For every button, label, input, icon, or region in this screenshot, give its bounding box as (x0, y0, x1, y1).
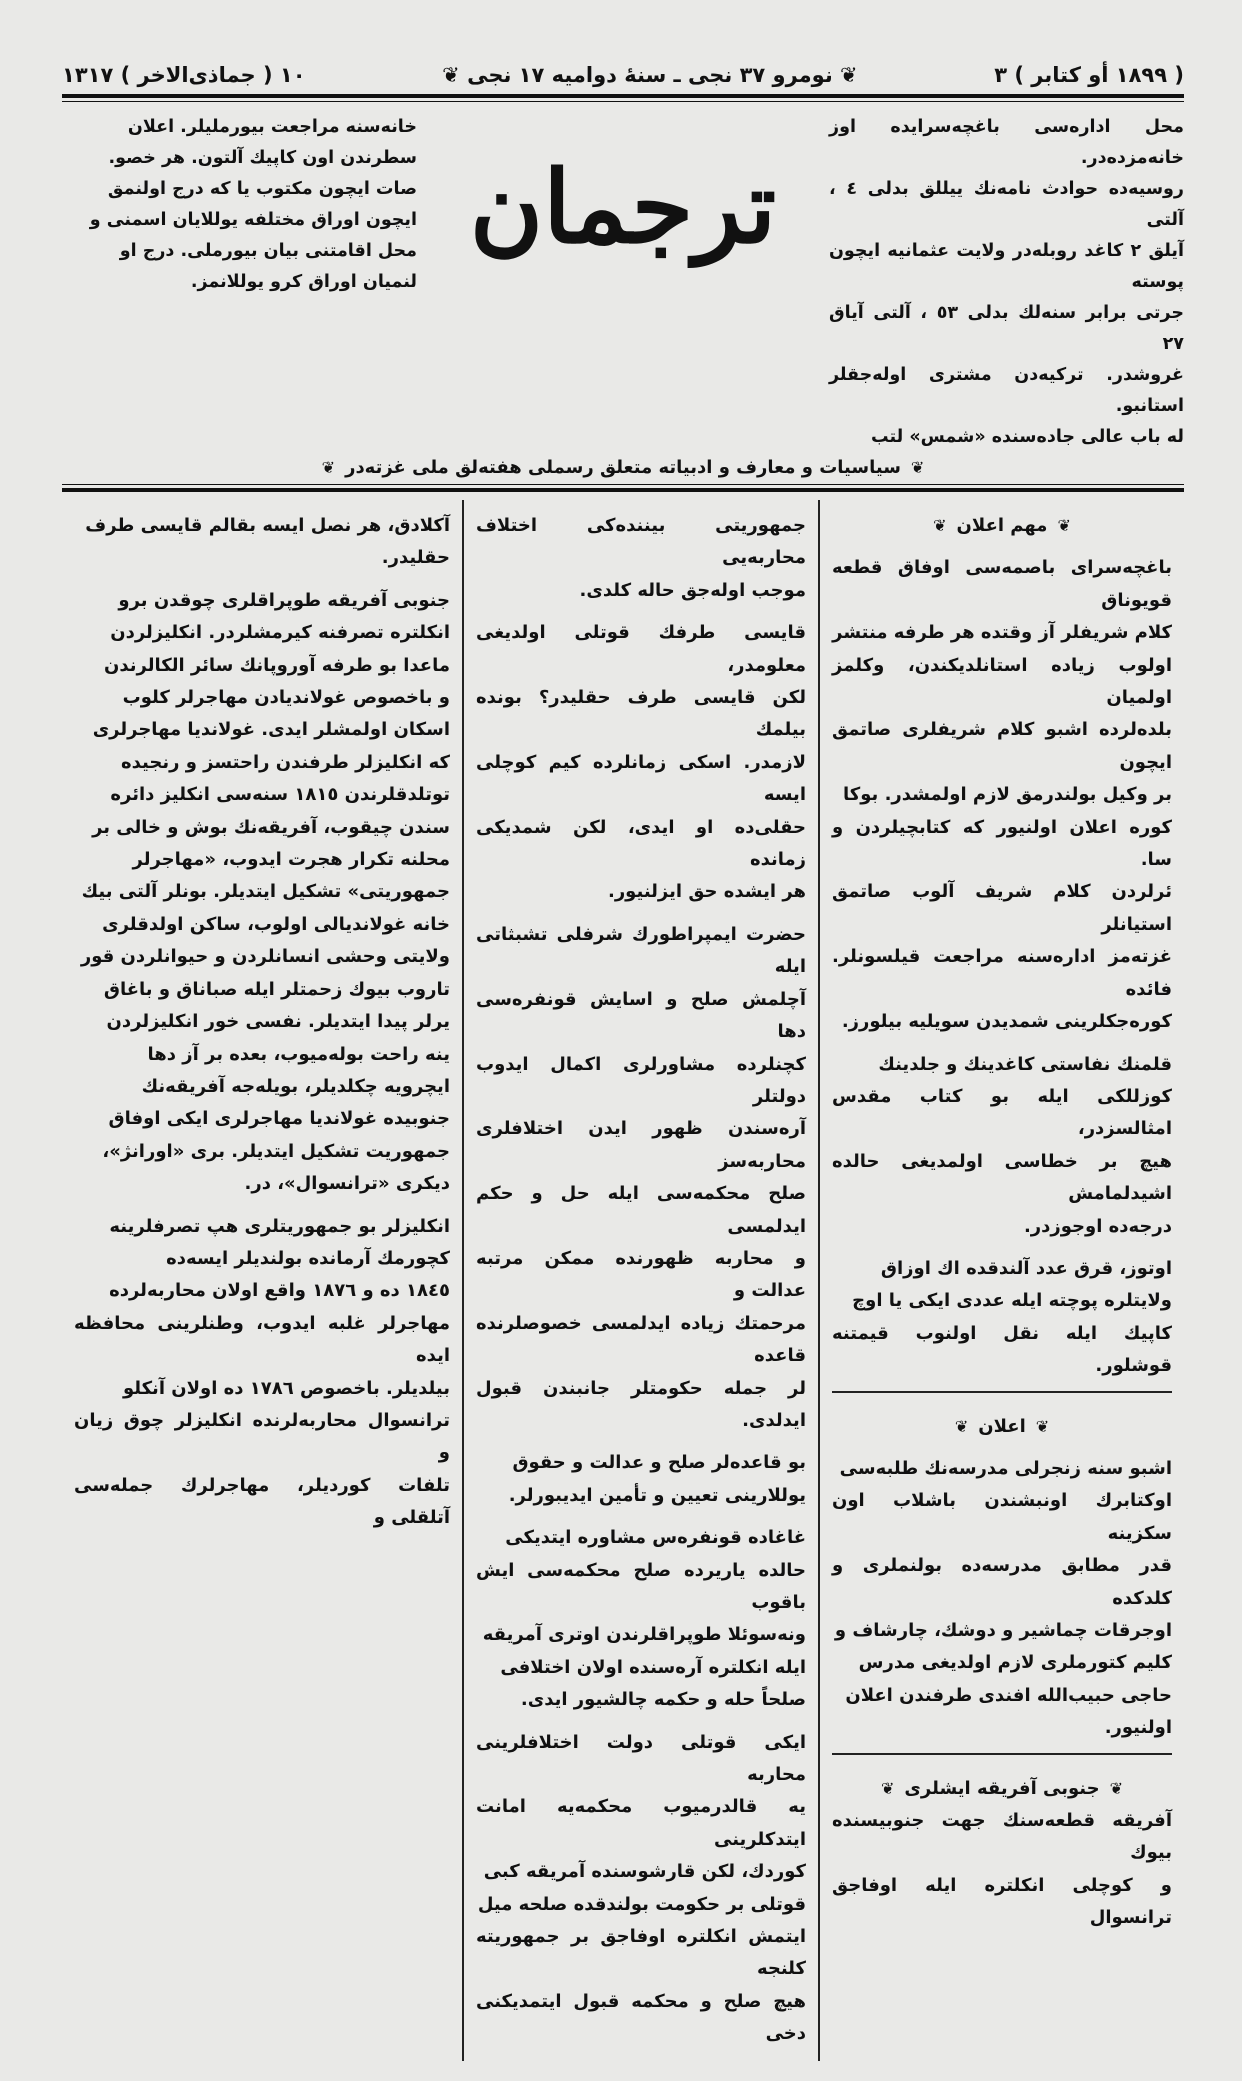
text-line: غزته‌مز اداره‌سنه مراجعت قیلسونلر. فائده (832, 946, 1172, 1000)
spacer (476, 1717, 806, 1727)
text-line: جمهوریتی» تشكیل ایتدیلر. بونلر آلتی بیك (81, 881, 450, 903)
text-line: حضرت ایمپراطورك شرفلی تشبثاتی ایله (476, 923, 806, 978)
text-line: كچنلرده مشاورلری اكمال ایدوب دولتلر (476, 1053, 806, 1107)
text-line: ولایتی وحشی انسانلردن و حیوانلردن قور (80, 946, 450, 968)
text-line: ایتمش انكلتره اوفاجق بر جمهوریته كلنجه (476, 1926, 806, 1980)
text-line: كوردك، لكن قارشوسنده آمریقه كبی (483, 1861, 806, 1883)
text-line: مرحمتك زیاده ایدلمسی خصوصلرنده قاعده (476, 1312, 806, 1367)
text-line: روسیه‌ده حوادث نامه‌نك ییللق بدلی ٤ ، آلتی (829, 179, 1185, 230)
text-line: بیلدیلر. باخصوص ۱۷۸٦ ده اولان آنكلو (122, 1377, 450, 1399)
header-rule-thin (62, 101, 1184, 102)
spacer (74, 575, 450, 585)
text-line: حقلی‌ده او ایدی، لكن شمدیكی زمانده (476, 816, 806, 871)
text-line: ماعدا بو طرفه آوروپانك سائر الكالرندن (104, 654, 450, 676)
text-line: یرلر پیدا ایتدیلر. نفسی خور انكلیزلردن (106, 1011, 450, 1033)
text-line: كه انكلیزلر طرفندن راحتسز و رنجیده (120, 751, 450, 773)
ornament-icon: ❦ (1035, 1416, 1050, 1436)
text-line: سندن چیقوب، آفریقه‌نك بوش و خالی بر (92, 816, 450, 838)
text-line: اوجرقات چماشیر و دوشك، چارشاف و (834, 1620, 1172, 1641)
text-line: اسكان اولمشلر ایدی. غولاندیا مهاجرلری (92, 719, 450, 741)
text-line: بلده‌لرده اشبو كلام شریفلری صاتمق ایچون (832, 719, 1172, 773)
text-line: یه قالدرمیوب محكمه‌یه امانت ایتدكلرینی (476, 1796, 806, 1850)
text-line: جمهوریت تشكیل ایتدیلر. بری «اورانژ»، (102, 1140, 450, 1162)
text-line: كوره اعلان اولنیور كه كتابچیلردن و سا. (832, 816, 1172, 871)
spacer (476, 909, 806, 919)
text-line: هیچ بر خطاسی اولمدیغی حالده اشیدلمامش (832, 1150, 1172, 1205)
text-line: لنمیان اوراق كرو یوللانمز. (190, 272, 417, 292)
text-line: صات ایچون مكتوب یا كه درج اولنمق (107, 179, 417, 199)
text-line: لازمدر. اسكی زمانلرده كیم كوچلی ایسه (476, 751, 806, 806)
ornament-icon: ❦ (910, 458, 925, 477)
text-line: ترانسوال محاربه‌لرنده انكلیزلر چوق زیان و (74, 1409, 450, 1464)
advertising-info (62, 112, 417, 298)
text-line: و محاربه ظهورنده ممكن مرتبه عدالت و (476, 1247, 806, 1302)
text-line: ۱۸٤٥ ده و ۱۸۷٦ واقع اولان محاربه‌لرده (109, 1280, 450, 1302)
text-line: لر جمله حكومتلر جانبندن قبول ایدلدی. (476, 1377, 806, 1431)
section-rule (62, 488, 1184, 492)
spacer (476, 1512, 806, 1522)
spacer (74, 1201, 450, 1211)
text-line: بر وكیل بولندرمق لازم اولمشدر. بوكا (843, 784, 1172, 806)
text-line: بو قاعده‌لر صلح و عدالت و حقوق (512, 1452, 806, 1474)
columns (62, 500, 1184, 2061)
text-line: اوكتابرك اونبشندن باشلاب اون سكزینه (832, 1490, 1172, 1544)
header-rule (62, 94, 1184, 98)
text-line: ایله انكلتره آره‌سنده اولان اختلافی (500, 1656, 806, 1678)
text-line: ولایتلره پوچته ایله عددی ایكی یا اوچ (852, 1290, 1172, 1312)
text-line: جرتی برابر سنه‌لك بدلی ٥۳ ، آلتی آیاق ۲۷ (829, 303, 1184, 354)
text-line: اولوب زیاده استانلدیكندن، وكلمز اولمیان (832, 654, 1172, 709)
section-heading: ❦مهم اعلان❦ (832, 510, 1172, 542)
spacer (476, 607, 806, 617)
ornament-icon: ❦ (840, 63, 858, 87)
text-line: ئرلردن كلام شریف آلوب صاتمق استیانلر (832, 881, 1172, 935)
text-line: آیلق ۲ كاغد روبله‌در ولایت عثمانیه ایچون پوسته (829, 241, 1184, 292)
text-line: غاغاده قونفره‌س مشاوره ایتدیكی (505, 1527, 806, 1549)
text-line: اشبو سنه زنجرلی مدرسه‌نك طلبه‌سی (839, 1457, 1172, 1479)
ornament-icon: ❦ (954, 1416, 969, 1436)
text-line: هر ایشده حق ایزلنیور. (607, 881, 806, 903)
text-line: حالده یاریرده صلح محكمه‌سی ایش باقوب (476, 1559, 806, 1613)
text-line: ونه‌سوئلا طوپراقلرندن اوتری آمریقه (482, 1624, 806, 1646)
text-line: اوتوز، قرق عدد آلندقده اك اوزاق (880, 1257, 1172, 1279)
text-line: و باخصوص غولاندیادن مهاجرلر كلوب (122, 687, 450, 709)
text-line: ایكی قوتلی دولت اختلافلرینی محاربه (476, 1731, 806, 1786)
issue-number: ❦ نومرو ۳۷ نجی ـ سنهٔ دوامیه ۱۷ نجی ❦ (442, 63, 858, 87)
text-line: غروشدر. تركیه‌دن مشتری اوله‌جقلر استانبو. (829, 365, 1184, 416)
spacer (832, 1443, 1172, 1453)
spacer (832, 1763, 1172, 1773)
text-line: آچلمش صلح و اسایش قونفره‌سی دها (476, 988, 806, 1043)
spacer (832, 1243, 1172, 1253)
text-line: كوره‌جكلرینی شمدیدن سویلیه بیلورز. (841, 1011, 1172, 1033)
ornament-icon: ❦ (442, 63, 460, 87)
text-line: انكلیزلر بو جمهوریتلری هپ تصرفلرینه (109, 1215, 450, 1237)
text-line: آره‌سندن ظهور ایدن اختلافلری محاربه‌سز (476, 1118, 806, 1172)
text-line: تلفات كوردیلر، مهاجرلرك جمله‌سی آتلقلی و (74, 1474, 450, 1529)
ornament-icon: ❦ (321, 458, 336, 477)
text-line: سطرندن اون كاپیك آلتون. هر خصو. (108, 148, 417, 168)
text-line: توتلدقلرندن ۱۸۱٥ سنه‌سی انكلیز دائره (110, 784, 450, 806)
text-line: صلحاً حله و حكمه چالشیور ایدی. (520, 1689, 806, 1711)
text-line: آفریقه قطعه‌سنك جهت جنوبیسنده بیوك (832, 1810, 1172, 1864)
section-heading: ❦جنوبی آفریقه ایشلری❦ (832, 1773, 1172, 1805)
subscription-info (829, 112, 1184, 453)
text-line: ایچرویه چكلدیلر، بویله‌جه آفریقه‌نك (141, 1075, 450, 1097)
date-gregorian: ( ۱۸۹۹ أو كتابر ) ۳ (994, 63, 1184, 87)
text-line: انكلتره تصرفنه كیرمشلردر. انكلیزلردن (110, 622, 450, 644)
text-line: ایچون اوراق مختلفه یوللایان اسمنی و (89, 210, 417, 230)
text-line: خانه غولاندیالی اولوب، ساكن اولدقلری (102, 913, 450, 935)
dateline (62, 56, 1184, 94)
text-line: لكن قایسی طرف حقلیدر؟ بونده بیلمك (476, 687, 806, 741)
text-line: جنوبیده غولاندیا مهاجرلری ایكی اوفاق (108, 1108, 450, 1130)
text-line: خانه‌سنه مراجعت بیورملیلر. اعلان (127, 117, 417, 137)
slogan: ❦سیاسیات و معارف و ادبیاته متعلق رسملی هفته‌لق ملی غزته‌در❦ (321, 457, 925, 478)
text-line: ینه راحت بوله‌میوب، بعده بر آز دها (147, 1043, 450, 1065)
divider (832, 1753, 1172, 1755)
ornament-icon: ❦ (1109, 1778, 1123, 1798)
ornament-icon: ❦ (933, 516, 947, 535)
ornament-icon: ❦ (881, 1778, 895, 1798)
text-line: قدر مطابق مدرسه‌ده بولنملری و كلدكده (832, 1555, 1172, 1609)
text-line: له باب عالی جاده‌سنده «شمس» لتب (871, 427, 1184, 447)
text-line: صلح محكمه‌سی ایله حل و حكم ایدلمسی (476, 1183, 806, 1237)
text-line: قلمنك نفاستی كاغدینك و جلدینك (878, 1053, 1172, 1075)
text-line: كاپیك ایله نقل اولنوب قیمتنه قوشلور. (832, 1322, 1172, 1377)
column-right (818, 500, 1184, 2061)
text-line: حقلیدر. (381, 547, 450, 569)
text-line: محلنه تكرار هجرت ایدوب، «مهاجرلر (132, 849, 450, 871)
text-line: محل اقامتنی بیان بیورملی. درج او (119, 241, 417, 261)
text-line: حاجی حبیب‌الله افندی طرفندن اعلان (845, 1684, 1172, 1706)
text-line: جنوبی آفریقه طوپراقلری چوقدن برو (118, 589, 450, 611)
text-line: كلام شریفلر آز وقتده هر طرفه منتشر (832, 622, 1172, 644)
divider (832, 1391, 1172, 1393)
spacer (476, 1437, 806, 1447)
spacer (832, 1039, 1172, 1049)
text-line: موجب اوله‌جق حاله كلدی. (579, 579, 806, 601)
text-line: و كوچلی انكلتره ایله اوفاجق ترانسوال (832, 1874, 1172, 1929)
text-line: كچورمك آرمانده بولندیلر ایسه‌ده (166, 1247, 450, 1269)
text-line: دیكری «ترانسوال»، در. (244, 1173, 450, 1195)
text-line: باغچه‌سرای باصمه‌سی اوفاق قطعه قویوناق (832, 557, 1172, 611)
text-line: درجه‌ده اوجوزدر. (1023, 1215, 1172, 1237)
text-line: اولنیور. (1104, 1717, 1172, 1739)
text-line: هیچ صلح و محكمه قبول ایتمدیكنی دخی (476, 1990, 806, 2045)
text-line: مهاجرلر غلبه ایدوب، وطنلرینی محافظه ایده (74, 1312, 450, 1367)
section-rule-thin (62, 484, 1184, 485)
text-line: قوتلی بر حكومت بولندقده صلحه میل (477, 1893, 806, 1915)
column-left (62, 500, 462, 2061)
column-middle (462, 500, 818, 2061)
text-line: قایسی طرفك قوتلی اولدیغی معلومدر، (476, 622, 806, 676)
masthead-row (62, 112, 1184, 453)
text-line: كلیم كتورملری لازم اولدیغی مدرس (858, 1652, 1172, 1674)
text-line: یوللارینی تعیین و تأمین ایدیبورلر. (508, 1484, 806, 1506)
spacer (832, 542, 1172, 552)
text-line: آكلادق، هر نصل ایسه بقالم قایسی طرف (85, 515, 450, 536)
text-line: كوزللكی ایله بو كتاب مقدس امثالسزدر، (832, 1085, 1172, 1140)
spacer (832, 1401, 1172, 1411)
text-line: محل اداره‌سی باغچه‌سرایده اوز خانه‌مزده‌در. (829, 117, 1184, 168)
date-hijri: ۱۰ ( جماذی‌الاخر ) ۱۳۱۷ (62, 63, 306, 87)
masthead-title: ترجمان (469, 148, 777, 266)
text-line: تاروب بیوك زحمتلر ایله صباناق و باغاق (103, 978, 450, 1000)
section-heading: ❦اعلان❦ (832, 1411, 1172, 1443)
text-line: جمهوریتی بیننده‌كی اختلاف محاربه‌یی (476, 515, 806, 569)
ornament-icon: ❦ (1057, 516, 1071, 535)
